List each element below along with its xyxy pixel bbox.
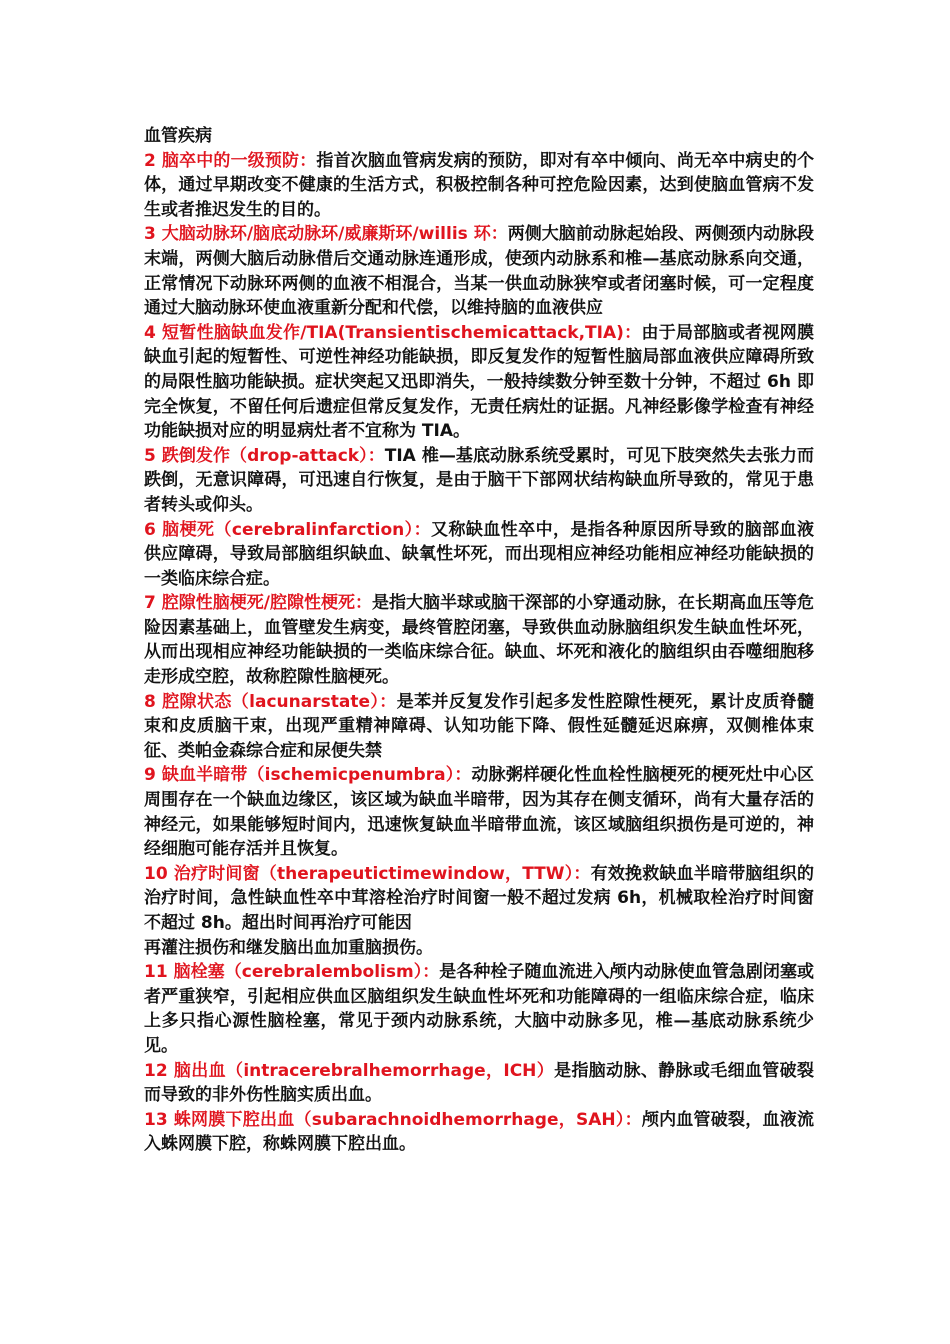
entry-definition: 颅内血管破裂，血液流入蛛网膜下腔，称蛛网膜下腔出血。 [144,1109,814,1155]
entry-therapeutic-window [144,862,814,960]
document-page [144,124,814,1157]
entry-willis-circle [144,222,814,320]
entry-term: 10 治疗时间窗（therapeutictimewindow，TTW）： [144,863,591,884]
entry-ischemic-penumbra [144,763,814,861]
entry-definition-continuation: 再灌注损伤和继发脑出血加重脑损伤。 [144,937,433,958]
entry-definition: 有效挽救缺血半暗带脑组织的治疗时间，急性缺血性卒中茸溶栓治疗时间窗一般不超过发病 6h，机械取栓治疗时间窗不超过 8h。超出时间再治疗可能因 [144,863,814,933]
entry-cerebral-infarction [144,518,814,592]
entry-intracerebral-hemorrhage [144,1059,814,1108]
entry-definition: 又称缺血性卒中，是指各种原因所导致的脑部血液供应障碍，导致局部脑组织缺血、缺氧性坏死，而出现相应神经功能相应神经功能缺损的一类临床综合症。 [144,519,814,589]
entry-term: 6 脑梗死（cerebralinfarction）： [144,519,432,540]
entry-term: 5 跌倒发作（drop-attack）： [144,445,385,466]
entry-subarachnoid-hemorrhage [144,1108,814,1157]
entry-term: 7 腔隙性脑梗死/腔隙性梗死： [144,593,372,614]
document-title: 血管疾病 [144,126,212,146]
entry-tia [144,321,814,444]
entry-cerebral-embolism [144,960,814,1058]
entry-definition: 由于局部脑或者视网膜缺血引起的短暂性、可逆性神经功能缺损，即反复发作的短暂性脑局部血液供应障碍所致的局限性脑功能缺损。症状突起又迅即消失，一般持续数分钟至数十分钟，不超过 6h 即完全恢复，不留任何后遗症但常反复发作，无责任病灶的证据。凡神经影像学检查有神经功能缺损对应的明显病灶者不宜称为 TIA。 [144,322,815,442]
entry-term: 2 脑卒中的一级预防： [144,150,317,171]
entry-definition: 是指脑动脉、静脉或毛细血管破裂而导致的非外伤性脑实质出血。 [144,1060,814,1106]
entry-definition: 指首次脑血管病发病的预防，即对有卒中倾向、尚无卒中病史的个体，通过早期改变不健康的生活方式，积极控制各种可控危险因素，达到使脑血管病不发生或者推迟发生的目的。 [144,150,815,220]
entry-lacunar-state [144,690,814,764]
entry-drop-attack [144,444,814,518]
entry-term: 8 腔隙状态（lacunarstate）： [144,691,397,712]
entry-term: 13 蛛网膜下腔出血（subarachnoidhemorrhage，SAH）： [144,1109,642,1130]
entry-term: 9 缺血半暗带（ischemicpenumbra）： [144,765,472,786]
entry-definition: 动脉粥样硬化性血栓性脑梗死的梗死灶中心区周围存在一个缺血边缘区，该区域为缺血半暗带，因为其存在侧支循环，尚有大量存活的神经元，如果能够短时间内，迅速恢复缺血半暗带血流，该区域脑组织损伤是可逆的，神经细胞可能存活并且恢复。 [144,765,814,860]
entry-definition: 两侧大脑前动脉起始段、两侧颈内动脉段末端，两侧大脑后动脉借后交通动脉连通形成，使颈内动脉系和椎—基底动脉系向交通，正常情况下动脉环两侧的血液不相混合，当某一供血动脉狭窄或者闭塞时候，可一定程度通过大脑动脉环使血液重新分配和代偿，以维持脑的血液供应 [144,224,814,319]
entry-lacunar-infarction [144,591,814,689]
entry-definition: 是指大脑半球或脑干深部的小穿通动脉，在长期高血压等危险因素基础上，血管壁发生病变，最终管腔闭塞，导致供血动脉脑组织发生缺血性坏死，从而出现相应神经功能缺损的一类临床综合征。缺血、坏死和液化的脑组织由吞噬细胞移走形成空腔，故称腔隙性脑梗死。 [144,593,814,688]
entry-term: 4 短暂性脑缺血发作/TIA(Transientischemicattack,TIA)： [144,322,642,343]
entry-term: 12 脑出血（intracerebralhemorrhage，ICH） [144,1060,555,1081]
entry-definition: 是各种栓子随血流进入颅内动脉使血管急剧闭塞或者严重狭窄，引起相应供血区脑组织发生缺血性坏死和功能障碍的一组临床综合症，临床上多只指心源性脑栓塞，常见于颈内动脉系统，大脑中动脉多见，椎—基底动脉系统少见。 [144,962,814,1056]
entry-term: 3 大脑动脉环/脑底动脉环/威廉斯环/willis 环： [144,224,508,245]
entry-primary-prevention [144,149,814,223]
entry-definition: 是苯并反复发作引起多发性腔隙性梗死，累计皮质脊髓束和皮质脑干束，出现严重精神障碍、认知功能下降、假性延髓延迟麻痹，双侧椎体束征、类帕金森综合症和尿便失禁 [144,691,815,761]
entry-definition: TIA 椎—基底动脉系统受累时，可见下肢突然失去张力而跌倒，无意识障碍，可迅速自行恢复，是由于脑干下部网状结构缺血所导致的，常见于患者转头或仰头。 [144,445,814,515]
entry-term: 11 脑栓塞（cerebralembolism）： [144,962,440,983]
